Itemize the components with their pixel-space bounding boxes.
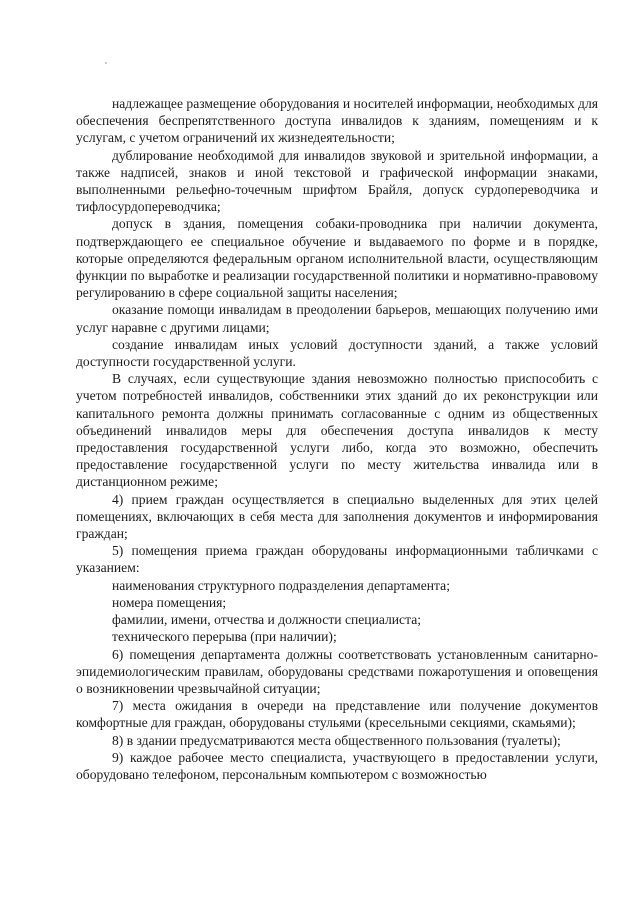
paragraph-duplication-of-information: дублирование необходимой для инвалидов звуковой и зрительной информации, а также надписей, знаков и иной текстовой и графической информации знаками, выполненными рельефно-точечным шрифтом Брайля, допуск сурдопереводчика и тифлосурдопереводчика;: [76, 147, 598, 215]
paragraph-placement-of-equipment: надлежащее размещение оборудования и носителей информации, необходимых для обеспечения беспрепятственного доступа инвалидов к зданиям, помещениям и к услугам, с учетом ограничений их жизнедеятельности;: [76, 96, 598, 146]
paragraph-item-8-restrooms: 8) в здании предусматриваются места общественного пользования (туалеты);: [112, 732, 561, 748]
paragraph-item-7-waiting-areas: 7) места ожидания в очереди на представление или получение документов комфортные для граждан, оборудованы стульями (кресельными секциями, скамьями);: [76, 698, 598, 731]
list-item-department-unit-name: наименования структурного подразделения департамента;: [112, 577, 450, 593]
paragraph-assistance-to-disabled: оказание помощи инвалидам в преодолении барьеров, мешающих получению ими услуг наравне с другими лицами;: [76, 302, 598, 335]
list-item-technical-break: технического перерыва (при наличии);: [112, 629, 337, 645]
document-body: [76, 95, 598, 783]
scan-speck: [105, 62, 107, 64]
list-item-room-number: номера помещения;: [112, 594, 227, 610]
paragraph-item-9-workplace: 9) каждое рабочее место специалиста, участвующего в предоставлении услуги, оборудовано телефоном, персональным компьютером с возможностью: [76, 749, 598, 782]
paragraph-item-4-reception: 4) прием граждан осуществляется в специально выделенных для этих целей помещениях, включающих в себя места для заполнения документов и информирования граждан;: [76, 491, 598, 542]
paragraph-existing-buildings: В случаях, если существующие здания невозможно полностью приспособить с учетом потребностей инвалидов, собственники этих зданий до их реконструкции или капитального ремонта должны принимать согласованные с одним из общественных объединений инвалидов меры для обеспечения доступа инвалидов к месту предоставления государственной услуги либо, когда это возможно, обеспечить предоставление государственной услуги по месту жительства инвалида или в дистанционном режиме;: [76, 371, 598, 490]
list-item-specialist-name: фамилии, имени, отчества и должности специалиста;: [112, 612, 422, 628]
paragraph-item-5-signage: 5) помещения приема граждан оборудованы информационными табличками с указанием:: [76, 543, 598, 576]
paragraph-item-6-sanitary-rules: 6) помещения департамента должны соответствовать установленным санитарно-эпидемиологическим правилам, оборудованы средствами пожаротушения и оповещения о возникновении чрезвычайной ситуации;: [76, 646, 598, 696]
paragraph-other-accessibility-conditions: создание инвалидам иных условий доступности зданий, а также условий доступности государственной услуги.: [76, 336, 598, 370]
paragraph-guide-dog-admission: допуск в здания, помещения собаки-проводника при наличии документа, подтверждающего ее специальное обучение и выдаваемого по форме и в порядке, которые определяются федеральным органом исполнительной власти, осуществляющим функции по выработке и реализации государственной политики и нормативно-правовому регулированию в сфере социальной защиты населения;: [76, 216, 598, 301]
